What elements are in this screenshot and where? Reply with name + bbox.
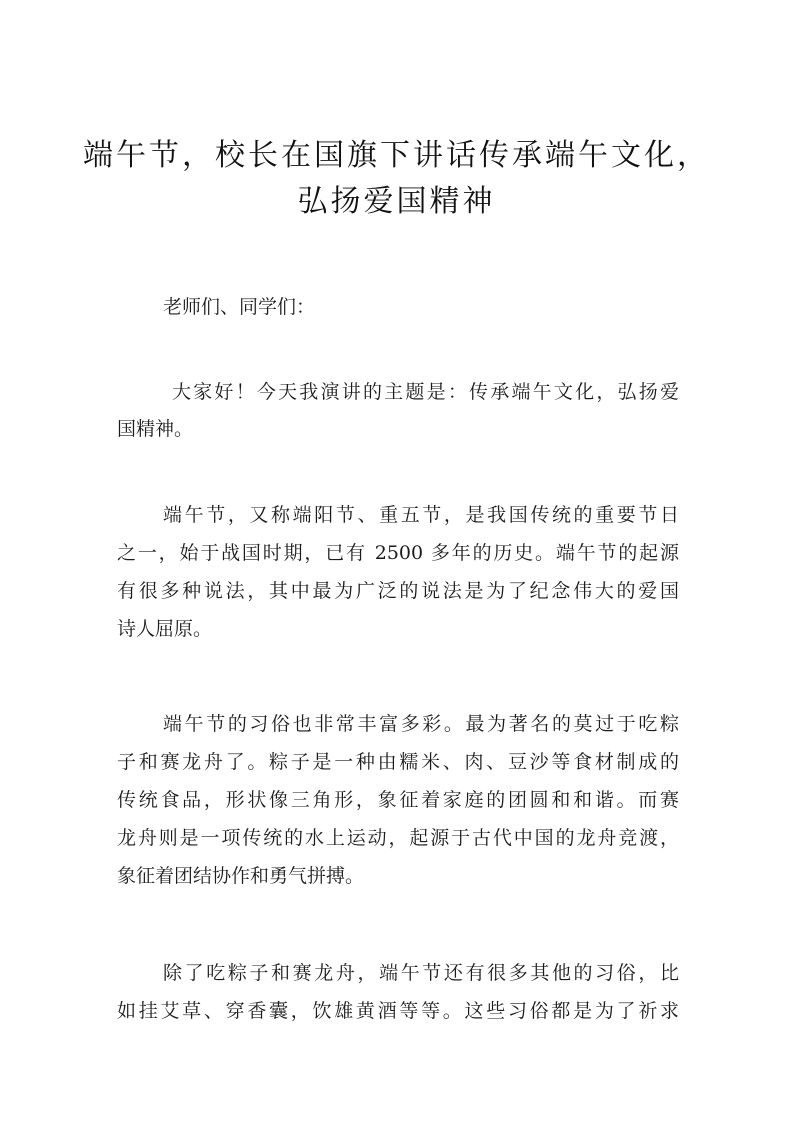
paragraph-line: 大家好！今天我演讲的主题是：传承端午文化，弘扬爱 bbox=[172, 381, 679, 403]
paragraph-line: 端午节，又称端阳节、重五节，是我国传统的重要节日 bbox=[163, 504, 679, 526]
salutation: 老师们、同学们： bbox=[163, 296, 316, 318]
paragraph-line: 有很多种说法，其中最为广泛的说法是为了纪念伟大的爱国 bbox=[117, 580, 679, 602]
paragraph-line: 之一，始于战国时期，已有 2500 多年的历史。端午节的起源 bbox=[117, 542, 679, 564]
paragraph-line: 如挂艾草、穿香囊，饮雄黄酒等等。这些习俗都是为了祈求 bbox=[117, 1000, 679, 1022]
paragraph-line: 象征着团结协作和勇气拼搏。 bbox=[117, 865, 365, 887]
paragraph-line: 除了吃粽子和赛龙舟，端午节还有很多其他的习俗，比 bbox=[163, 962, 679, 984]
paragraph-line: 子和赛龙舟了。粽子是一种由糯米、肉、豆沙等食材制成的 bbox=[117, 751, 679, 773]
paragraph-line: 诗人屈原。 bbox=[117, 618, 213, 640]
document-title-line-2: 弘扬爱国精神 bbox=[297, 184, 496, 219]
paragraph-line: 龙舟则是一项传统的水上运动，起源于古代中国的龙舟竞渡， bbox=[117, 827, 679, 849]
paragraph-line: 端午节的习俗也非常丰富多彩。最为著名的莫过于吃粽 bbox=[163, 713, 679, 735]
paragraph-line: 国精神。 bbox=[117, 418, 194, 440]
document-title-line-1: 端午节，校长在国旗下讲话传承端午文化， bbox=[83, 138, 710, 173]
paragraph-line: 传统食品，形状像三角形，象征着家庭的团圆和和谐。而赛 bbox=[117, 789, 679, 811]
